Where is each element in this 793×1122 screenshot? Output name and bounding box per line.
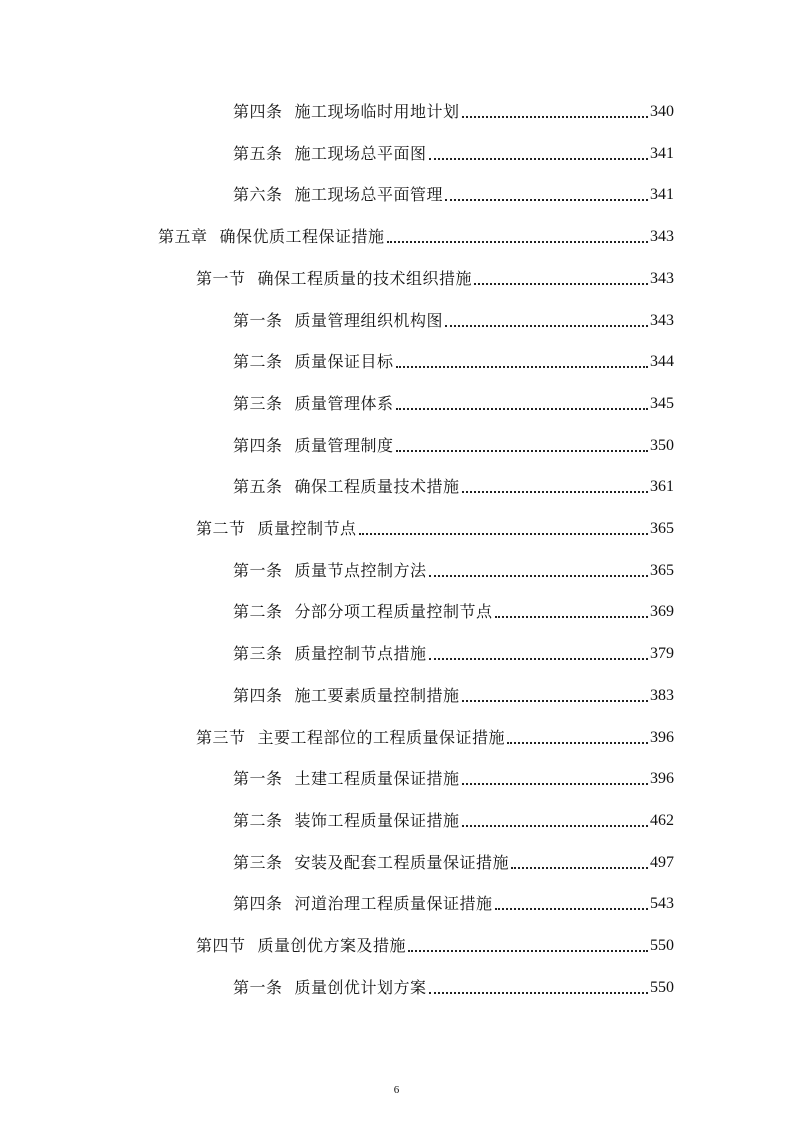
toc-entry[interactable]: [233, 843, 674, 873]
toc-entry-number: 第四条: [233, 686, 283, 705]
toc-entry-page: 343: [650, 270, 674, 287]
toc-entry[interactable]: [196, 718, 674, 748]
toc-dot-leader: [408, 950, 648, 952]
toc-entry-number: 第一条: [233, 978, 283, 997]
toc-entry-page: 550: [650, 937, 674, 954]
toc-entry-page: 462: [650, 812, 674, 829]
toc-entry[interactable]: [196, 926, 674, 956]
toc-entry-number: 第四节: [196, 936, 246, 955]
toc-entry-number: 第三节: [196, 728, 246, 747]
toc-dot-leader: [387, 241, 648, 243]
toc-entry-number: 第二条: [233, 811, 283, 830]
toc-entry-page: 550: [650, 979, 674, 996]
toc-dot-leader: [429, 575, 648, 577]
toc-entry[interactable]: [233, 759, 674, 789]
toc-entry-number: 第四条: [233, 102, 283, 121]
toc-entry-number: 第三条: [233, 853, 283, 872]
toc-entry-title: 施工现场临时用地计划: [294, 102, 460, 121]
toc-entry-number: 第二条: [233, 352, 283, 371]
toc-entry-page: 344: [650, 353, 674, 370]
toc-dot-leader: [445, 199, 648, 201]
toc-entry-page: 340: [650, 103, 674, 120]
toc-entry[interactable]: [233, 551, 674, 581]
footer-page-number: 6: [393, 1084, 400, 1096]
toc-entry[interactable]: [233, 134, 674, 164]
toc-entry[interactable]: [233, 634, 674, 664]
toc-entry[interactable]: [233, 92, 674, 122]
toc-entry-page: 396: [650, 770, 674, 787]
toc-entry-page: 369: [650, 603, 674, 620]
toc-dot-leader: [396, 366, 648, 368]
toc-entry-title: 质量管理制度: [294, 436, 394, 455]
toc-entry-title: 质量保证目标: [294, 352, 394, 371]
toc-entry-title: 施工现场总平面图: [294, 144, 427, 163]
toc-entry-title: 主要工程部位的工程质量保证措施: [257, 728, 506, 747]
toc-entry-page: 383: [650, 687, 674, 704]
toc-entry[interactable]: [233, 801, 674, 831]
toc-entry[interactable]: [233, 426, 674, 456]
toc-dot-leader: [507, 742, 648, 744]
toc-entry-title: 质量控制节点措施: [294, 644, 427, 663]
toc-entry[interactable]: [233, 884, 674, 914]
toc-dot-leader: [396, 408, 648, 410]
toc-entry-title: 质量控制节点: [257, 519, 357, 538]
toc-entry-page: 343: [650, 312, 674, 329]
toc-entry-page: 497: [650, 854, 674, 871]
toc-entry-title: 质量管理组织机构图: [294, 311, 444, 330]
toc-dot-leader: [429, 158, 648, 160]
toc-entry-number: 第一条: [233, 311, 283, 330]
toc-entry[interactable]: [233, 592, 674, 622]
toc-entry-number: 第五条: [233, 477, 283, 496]
toc-entry-number: 第六条: [233, 185, 283, 204]
toc-entry-page: 343: [650, 228, 674, 245]
toc-entry-title: 质量创优方案及措施: [257, 936, 407, 955]
toc-entry-title: 质量节点控制方法: [294, 561, 427, 580]
toc-entry-number: 第五条: [233, 144, 283, 163]
toc-dot-leader: [462, 825, 648, 827]
toc-dot-leader: [429, 658, 648, 660]
toc-entry-number: 第四条: [233, 436, 283, 455]
toc-dot-leader: [462, 116, 648, 118]
toc-entry-title: 质量创优计划方案: [294, 978, 427, 997]
toc-dot-leader: [474, 283, 648, 285]
toc-entry-title: 质量管理体系: [294, 394, 394, 413]
toc-dot-leader: [462, 783, 648, 785]
toc-entry-page: 396: [650, 729, 674, 746]
toc-entry-number: 第三条: [233, 394, 283, 413]
toc-dot-leader: [495, 908, 648, 910]
toc-entry-page: 543: [650, 895, 674, 912]
toc-entry-title: 河道治理工程质量保证措施: [294, 894, 493, 913]
toc-entry-page: 350: [650, 437, 674, 454]
toc-entry[interactable]: [233, 301, 674, 331]
toc-entry-page: 361: [650, 478, 674, 495]
toc-entry-page: 341: [650, 145, 674, 162]
toc-entry-page: 345: [650, 395, 674, 412]
toc-entry-title: 确保工程质量技术措施: [294, 477, 460, 496]
toc-entry[interactable]: [233, 676, 674, 706]
toc-entry-page: 341: [650, 186, 674, 203]
toc-entry-number: 第五章: [158, 227, 208, 246]
toc-entry-number: 第二节: [196, 519, 246, 538]
toc-dot-leader: [462, 491, 648, 493]
toc-dot-leader: [429, 992, 648, 994]
toc-entry-number: 第一节: [196, 269, 246, 288]
toc-entry-number: 第四条: [233, 894, 283, 913]
toc-entry-page: 365: [650, 562, 674, 579]
toc-entry-title: 施工要素质量控制措施: [294, 686, 460, 705]
toc-entry[interactable]: [158, 217, 674, 247]
toc-entry-title: 施工现场总平面管理: [294, 185, 444, 204]
toc-entry-title: 装饰工程质量保证措施: [294, 811, 460, 830]
toc-entry[interactable]: [233, 342, 674, 372]
toc-dot-leader: [445, 325, 648, 327]
toc-entry-number: 第三条: [233, 644, 283, 663]
toc-entry-title: 确保优质工程保证措施: [219, 227, 385, 246]
toc-entry-number: 第一条: [233, 769, 283, 788]
toc-entry-number: 第一条: [233, 561, 283, 580]
toc-entry-title: 确保工程质量的技术组织措施: [257, 269, 473, 288]
toc-entry[interactable]: [233, 175, 674, 205]
toc-entry[interactable]: [233, 968, 674, 998]
toc-entry[interactable]: [196, 259, 674, 289]
toc-dot-leader: [511, 867, 648, 869]
toc-dot-leader: [396, 450, 648, 452]
toc-dot-leader: [495, 616, 648, 618]
toc-entry-number: 第二条: [233, 602, 283, 621]
toc-entry-page: 379: [650, 645, 674, 662]
toc-entry-title: 土建工程质量保证措施: [294, 769, 460, 788]
toc-entry[interactable]: [233, 467, 674, 497]
toc-dot-leader: [462, 700, 648, 702]
toc-entry[interactable]: [233, 384, 674, 414]
toc-entry-page: 365: [650, 520, 674, 537]
toc-entry-title: 分部分项工程质量控制节点: [294, 602, 493, 621]
toc-entry-title: 安装及配套工程质量保证措施: [294, 853, 510, 872]
toc-dot-leader: [359, 533, 648, 535]
toc-entry[interactable]: [196, 509, 674, 539]
